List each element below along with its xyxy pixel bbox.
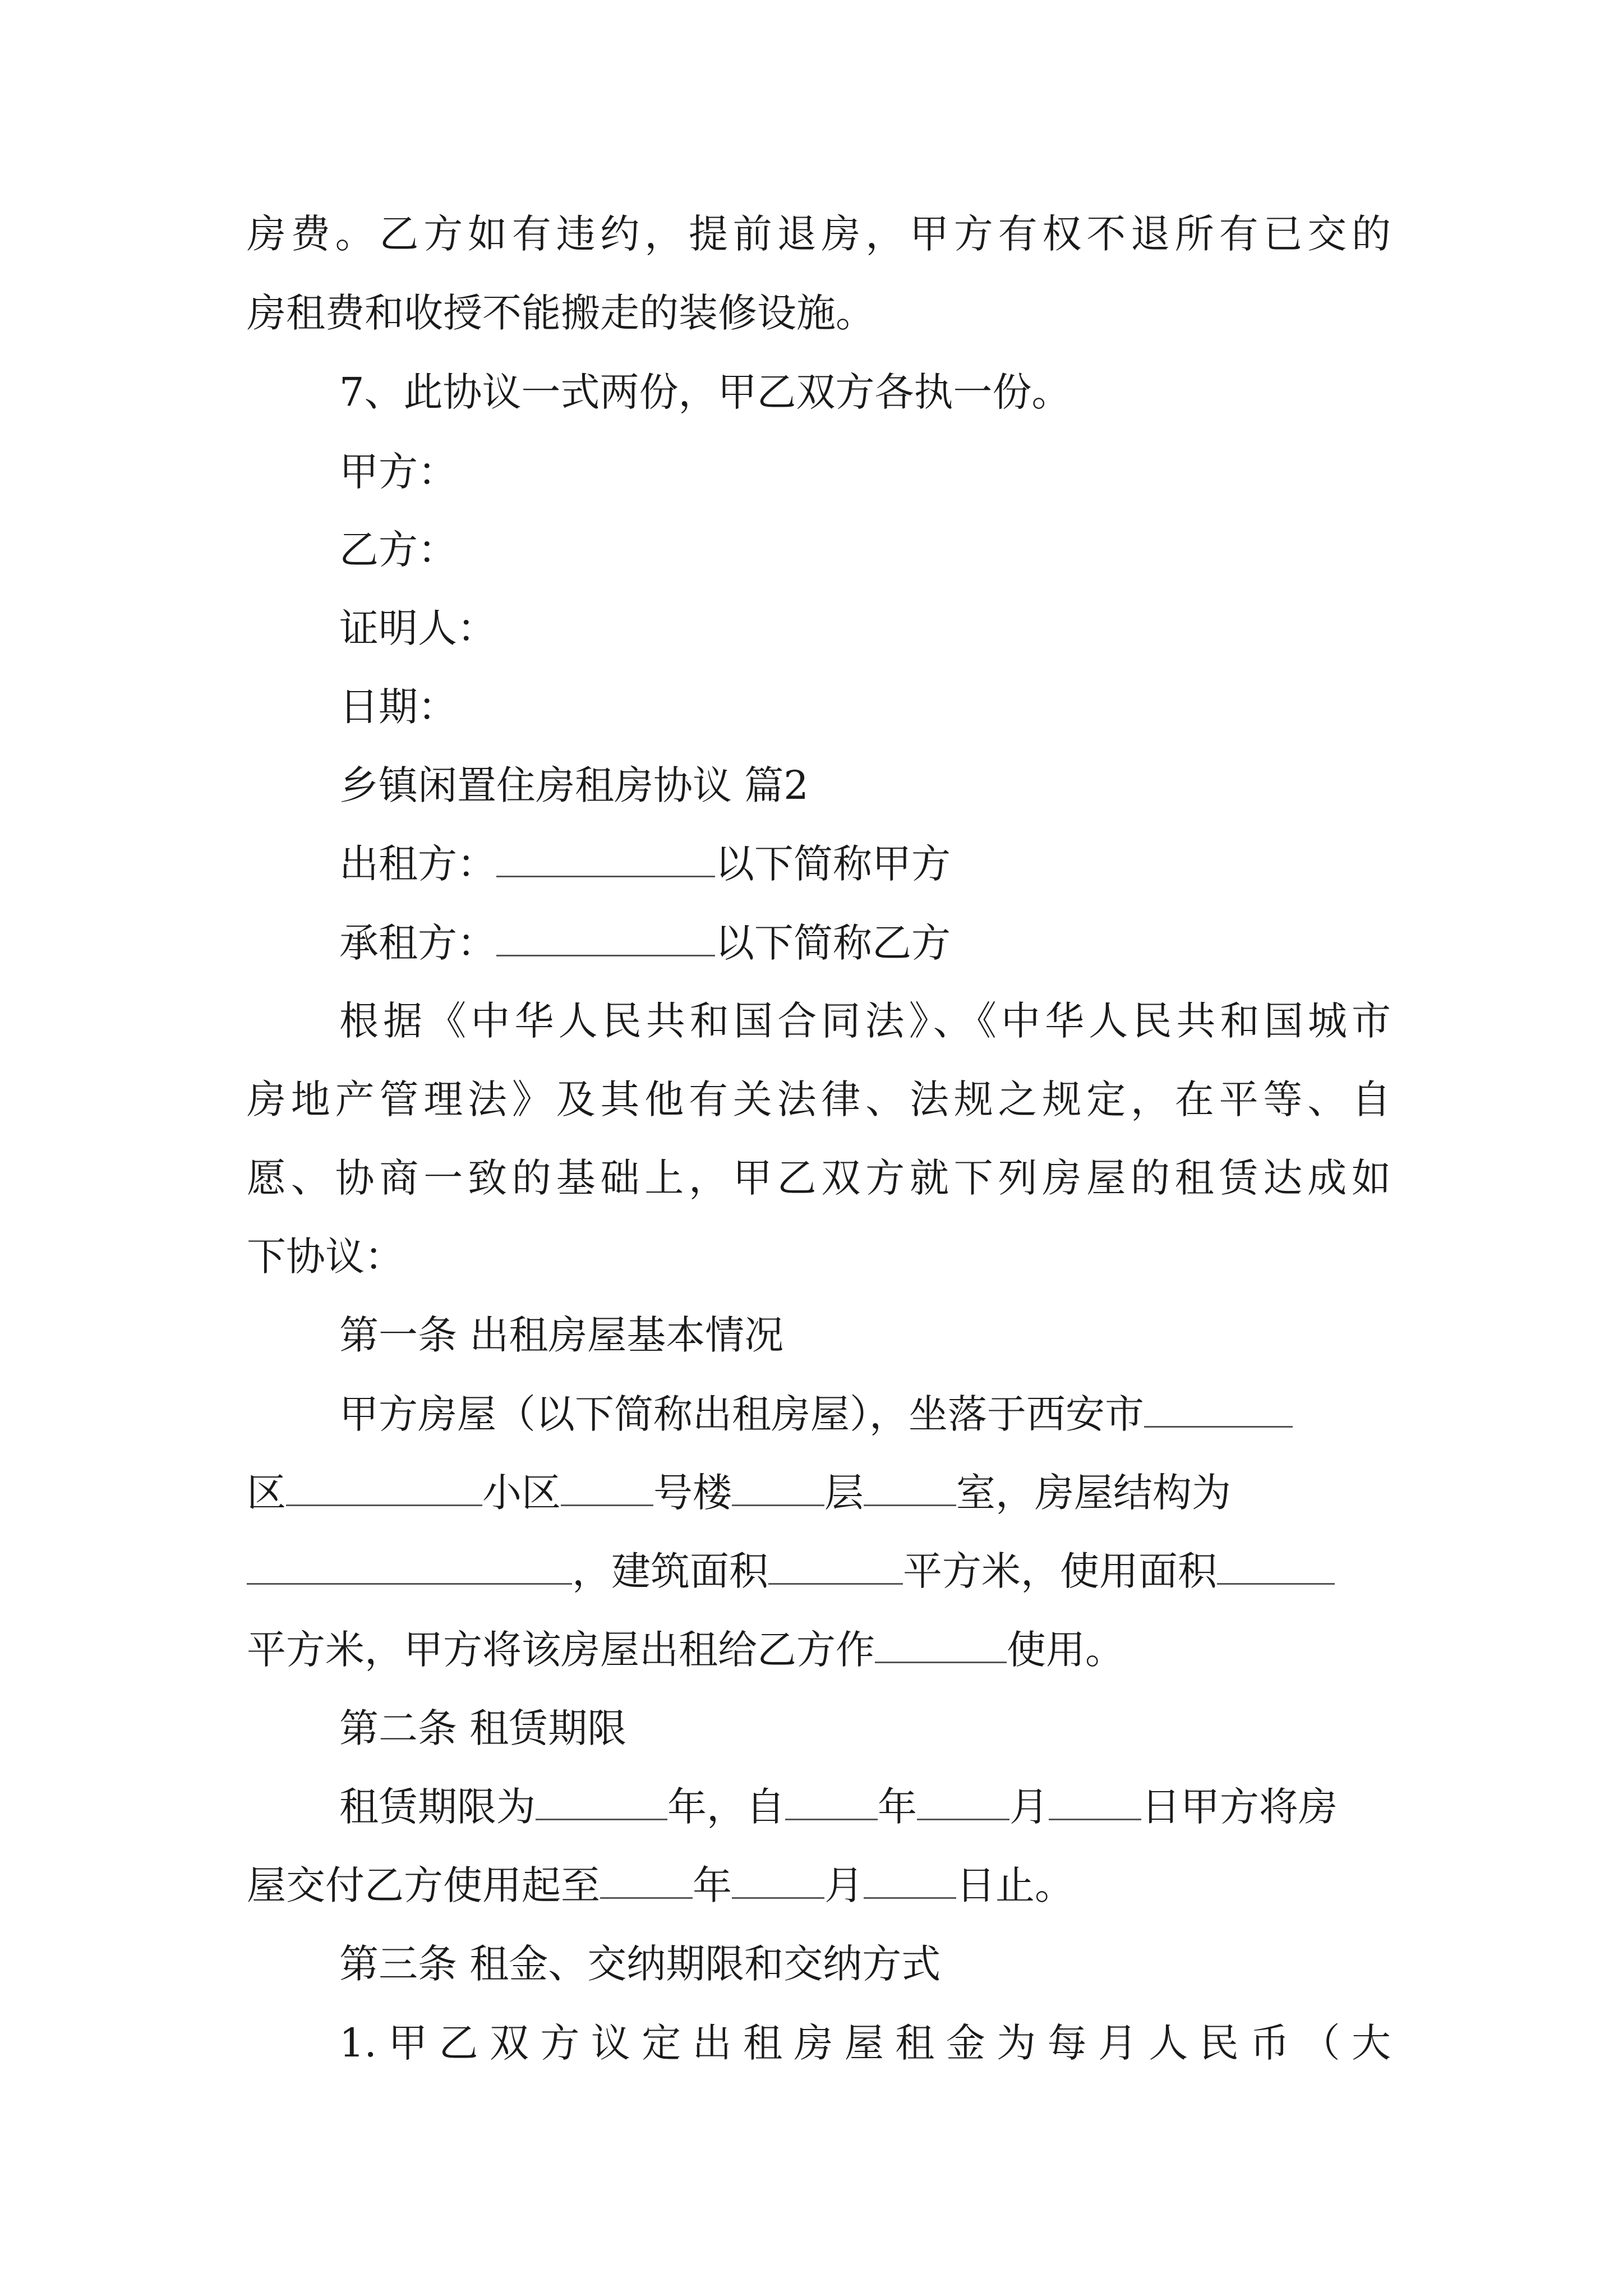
article-heading [339, 1296, 1391, 1374]
text: 证明人： [339, 605, 496, 651]
party-b-label [339, 510, 1391, 589]
body-line [247, 1453, 1391, 1532]
fill-in-blank [768, 1548, 903, 1585]
text: 小区 [482, 1470, 561, 1516]
text: 日期： [339, 684, 457, 730]
fill-in-blank [732, 1862, 824, 1899]
text: 甲方房屋（以下简称出租房屋），坐落于西安市 [339, 1391, 1144, 1437]
text: 室，房屋结构为 [956, 1470, 1231, 1516]
text: 层 [824, 1470, 864, 1516]
fill-in-blank [917, 1784, 1009, 1820]
text: 日甲方将房 [1141, 1784, 1338, 1830]
lessee-line [339, 904, 1391, 982]
body-line [247, 1846, 1391, 1925]
text: 第三条 租金、交纳期限和交纳方式 [339, 1941, 941, 1987]
text: 根据《中华人民共和国合同法》、《中华人民共和国城市 [339, 998, 1391, 1044]
text: 乡镇闲置住房租房协议 篇2 [339, 762, 809, 808]
fill-in-blank [1049, 1784, 1141, 1820]
fill-in-blank [561, 1470, 653, 1506]
text: 7、此协议一式两份，甲乙双方各执一份。 [339, 369, 1071, 415]
text: 以下简称甲方 [715, 841, 951, 887]
party-a-label [339, 432, 1391, 511]
fill-in-blank [496, 841, 715, 877]
body-line [339, 2004, 1391, 2082]
body-line [247, 1532, 1391, 1611]
fill-in-blank [732, 1470, 824, 1506]
text: ，建筑面积 [572, 1548, 768, 1594]
body-line [247, 195, 1391, 273]
text: 使用。 [1007, 1627, 1124, 1673]
text: 屋交付乙方使用起至 [247, 1862, 600, 1908]
fill-in-blank [1144, 1391, 1293, 1428]
text: 年 [878, 1784, 917, 1830]
article-heading [339, 1689, 1391, 1768]
fill-in-blank [875, 1627, 1007, 1663]
article-heading [339, 1925, 1391, 2003]
fill-in-blank [600, 1862, 693, 1899]
fill-in-blank [785, 1784, 878, 1820]
text: 平方米，甲方将该房屋出租给乙方作 [247, 1627, 875, 1673]
text: 租赁期限为 [339, 1784, 536, 1830]
fill-in-blank [496, 920, 715, 956]
text: 房地产管理法》及其他有关法律、法规之规定，在平等、自 [247, 1076, 1391, 1122]
text: 愿、协商一致的基础上，甲乙双方就下列房屋的租赁达成如 [247, 1155, 1391, 1201]
text: 月 [1009, 1784, 1049, 1830]
text: 以下简称乙方 [715, 920, 951, 966]
body-line [247, 1060, 1391, 1139]
text: 乙方： [339, 527, 457, 573]
fill-in-blank [864, 1470, 956, 1506]
body-line [247, 1139, 1391, 1217]
clause-line [339, 353, 1391, 431]
text: 房费。乙方如有违约，提前退房，甲方有权不退所有已交的 [247, 211, 1391, 257]
text: 年，自 [667, 1784, 785, 1830]
fill-in-blank [864, 1862, 956, 1899]
body-line [339, 982, 1391, 1060]
text: 年 [693, 1862, 732, 1908]
date-label [339, 668, 1391, 746]
text: 第一条 出租房屋基本情况 [339, 1312, 784, 1358]
fill-in-blank [536, 1784, 667, 1820]
text: 下协议： [247, 1234, 404, 1280]
body-line [339, 1375, 1391, 1453]
body-line [339, 1768, 1391, 1846]
text: 1.甲乙双方议定出租房屋租金为每月人民币（大 [339, 2020, 1391, 2066]
text: 甲方： [339, 449, 457, 495]
body-line [247, 1217, 1391, 1296]
fill-in-blank [247, 1548, 572, 1585]
witness-label [339, 589, 1391, 668]
text: 出租方： [339, 841, 496, 887]
text: 平方米，使用面积 [903, 1548, 1217, 1594]
text: 承租方： [339, 920, 496, 966]
text: 区 [247, 1470, 286, 1516]
fill-in-blank [1217, 1548, 1335, 1585]
lessor-line [339, 825, 1391, 903]
text: 月 [824, 1862, 864, 1908]
text: 房租费和收授不能搬走的装修设施。 [247, 290, 875, 336]
body-line [247, 1611, 1391, 1689]
text: 号楼 [653, 1470, 732, 1516]
text: 第二条 租赁期限 [339, 1705, 627, 1751]
body-line [247, 274, 1391, 352]
text: 日止。 [956, 1862, 1074, 1908]
fill-in-blank [286, 1470, 482, 1506]
section-title [339, 746, 1391, 825]
